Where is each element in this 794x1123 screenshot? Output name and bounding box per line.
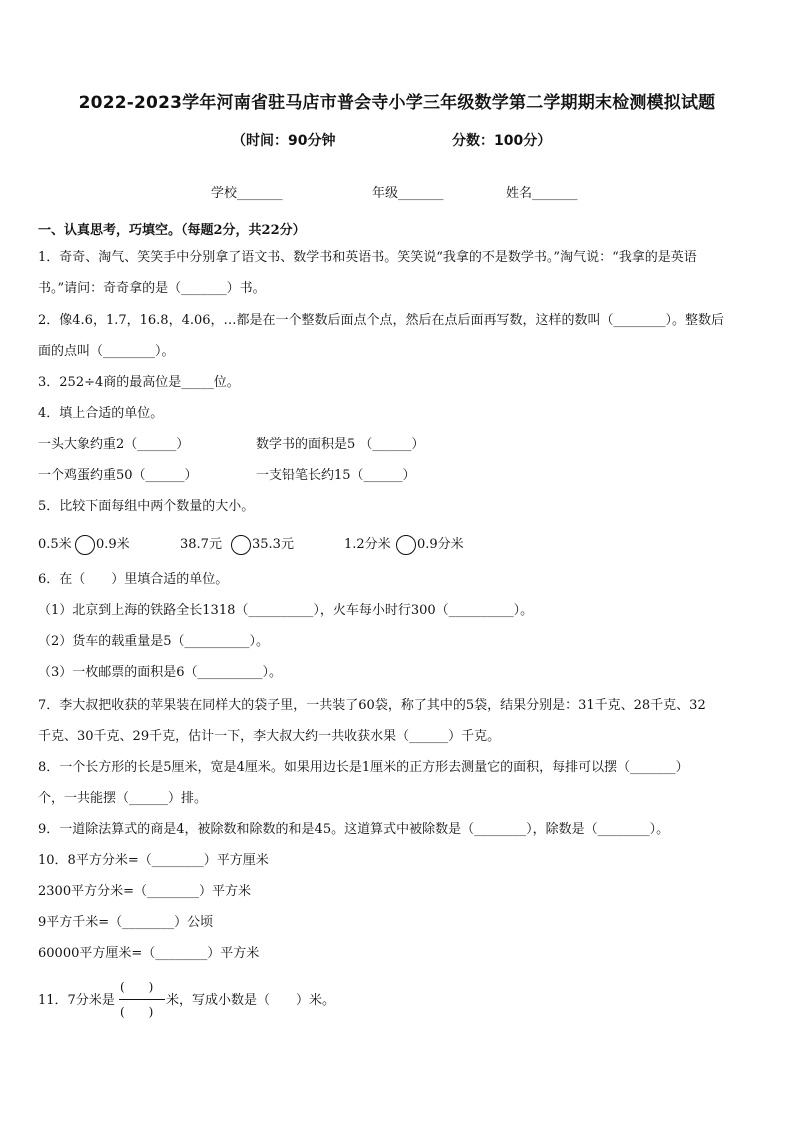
question-11-prefix: 11．7分米是: [38, 993, 115, 1008]
question-6-stem: 6．在（ ）里填合适的单位。: [38, 572, 229, 587]
question-10-d: 60000平方厘米=（________）平方米: [38, 946, 260, 961]
compare-1-right: 0.9米: [96, 537, 130, 552]
score-label: 分数：100分）: [452, 133, 552, 149]
question-6-sub-3: （3）一枚邮票的面积是6（__________）。: [38, 665, 283, 680]
question-9: 9．一道除法算式的商是4，被除数和除数的和是45。这道算式中被除数是（________），除数是（________）。: [38, 822, 670, 837]
question-4-item-c: 一个鸡蛋约重50（______）: [38, 468, 198, 483]
question-6-sub-2: （2）货车的载重量是5（__________）。: [38, 634, 270, 649]
question-4-item-a: 一头大象约重2（______）: [38, 437, 190, 452]
question-10-a: 10．8平方分米=（________）平方厘米: [38, 853, 269, 868]
compare-circle-2[interactable]: [231, 535, 251, 555]
question-11-suffix: 米，写成小数是（ ）米。: [166, 993, 336, 1008]
question-10-c: 9平方千米=（________）公顷: [38, 915, 214, 930]
fraction-numerator: ( ): [120, 980, 154, 994]
time-label: （时间：90分钟: [232, 133, 336, 149]
question-10-b: 2300平方分米=（________）平方米: [38, 884, 251, 899]
question-4-item-d: 一支铅笔长约15（______）: [256, 468, 416, 483]
question-7-line-2: 千克、30千克、29千克，估计一下，李大叔大约一共收获水果（______）千克。: [38, 729, 501, 744]
question-1-line-2: 书。”请问：奇奇拿的是（_______）书。: [38, 281, 266, 296]
question-5-stem: 5．比较下面每组中两个数量的大小。: [38, 499, 255, 514]
question-2-line-2: 面的点叫（________）。: [38, 344, 175, 359]
question-6-sub-1: （1）北京到上海的铁路全长1318（__________），火车每小时行300（__________）。: [38, 603, 534, 618]
compare-1-left: 0.5米: [38, 537, 72, 552]
compare-3-left: 1.2分米: [344, 537, 391, 552]
fraction-bar: [119, 999, 165, 1000]
section-heading: 一、认真思考，巧填空。（每题2分，共22分）: [38, 223, 306, 238]
exam-title: 2022-2023学年河南省驻马店市普会寺小学三年级数学第二学期期末检测模拟试题: [78, 93, 716, 113]
question-8-line-1: 8．一个长方形的长是5厘米，宽是4厘米。如果用边长是1厘米的正方形去测量它的面积，每排可以摆（_______）: [38, 760, 689, 775]
compare-2-right: 35.3元: [252, 537, 294, 552]
question-2-line-1: 2．像4.6，1.7，16.8，4.06，…都是在一个整数后面点个点，然后在点后面再写数，这样的数叫（________）。整数后: [38, 313, 725, 328]
question-4-item-b: 数学书的面积是5 （______）: [256, 437, 425, 452]
question-3: 3．252÷4商的最高位是_____位。: [38, 375, 240, 390]
school-field: 学校_______: [211, 186, 283, 201]
question-7-line-1: 7．李大叔把收获的苹果装在同样大的袋子里，一共装了60袋，称了其中的5袋，结果分别是：31千克、28千克、32: [38, 698, 706, 713]
question-4-stem: 4．填上合适的单位。: [38, 406, 164, 421]
compare-circle-1[interactable]: [75, 535, 95, 555]
question-1-line-1: 1．奇奇、淘气、笑笑手中分别拿了语文书、数学书和英语书。笑笑说“我拿的不是数学书。”淘气说：“我拿的是英语: [38, 250, 697, 265]
name-field: 姓名_______: [506, 186, 578, 201]
compare-3-right: 0.9分米: [417, 537, 464, 552]
compare-circle-3[interactable]: [396, 535, 416, 555]
fraction-denominator: ( ): [120, 1005, 154, 1019]
compare-2-left: 38.7元: [180, 537, 222, 552]
question-8-line-2: 个，一共能摆（______）排。: [38, 791, 208, 806]
grade-field: 年级_______: [372, 186, 444, 201]
